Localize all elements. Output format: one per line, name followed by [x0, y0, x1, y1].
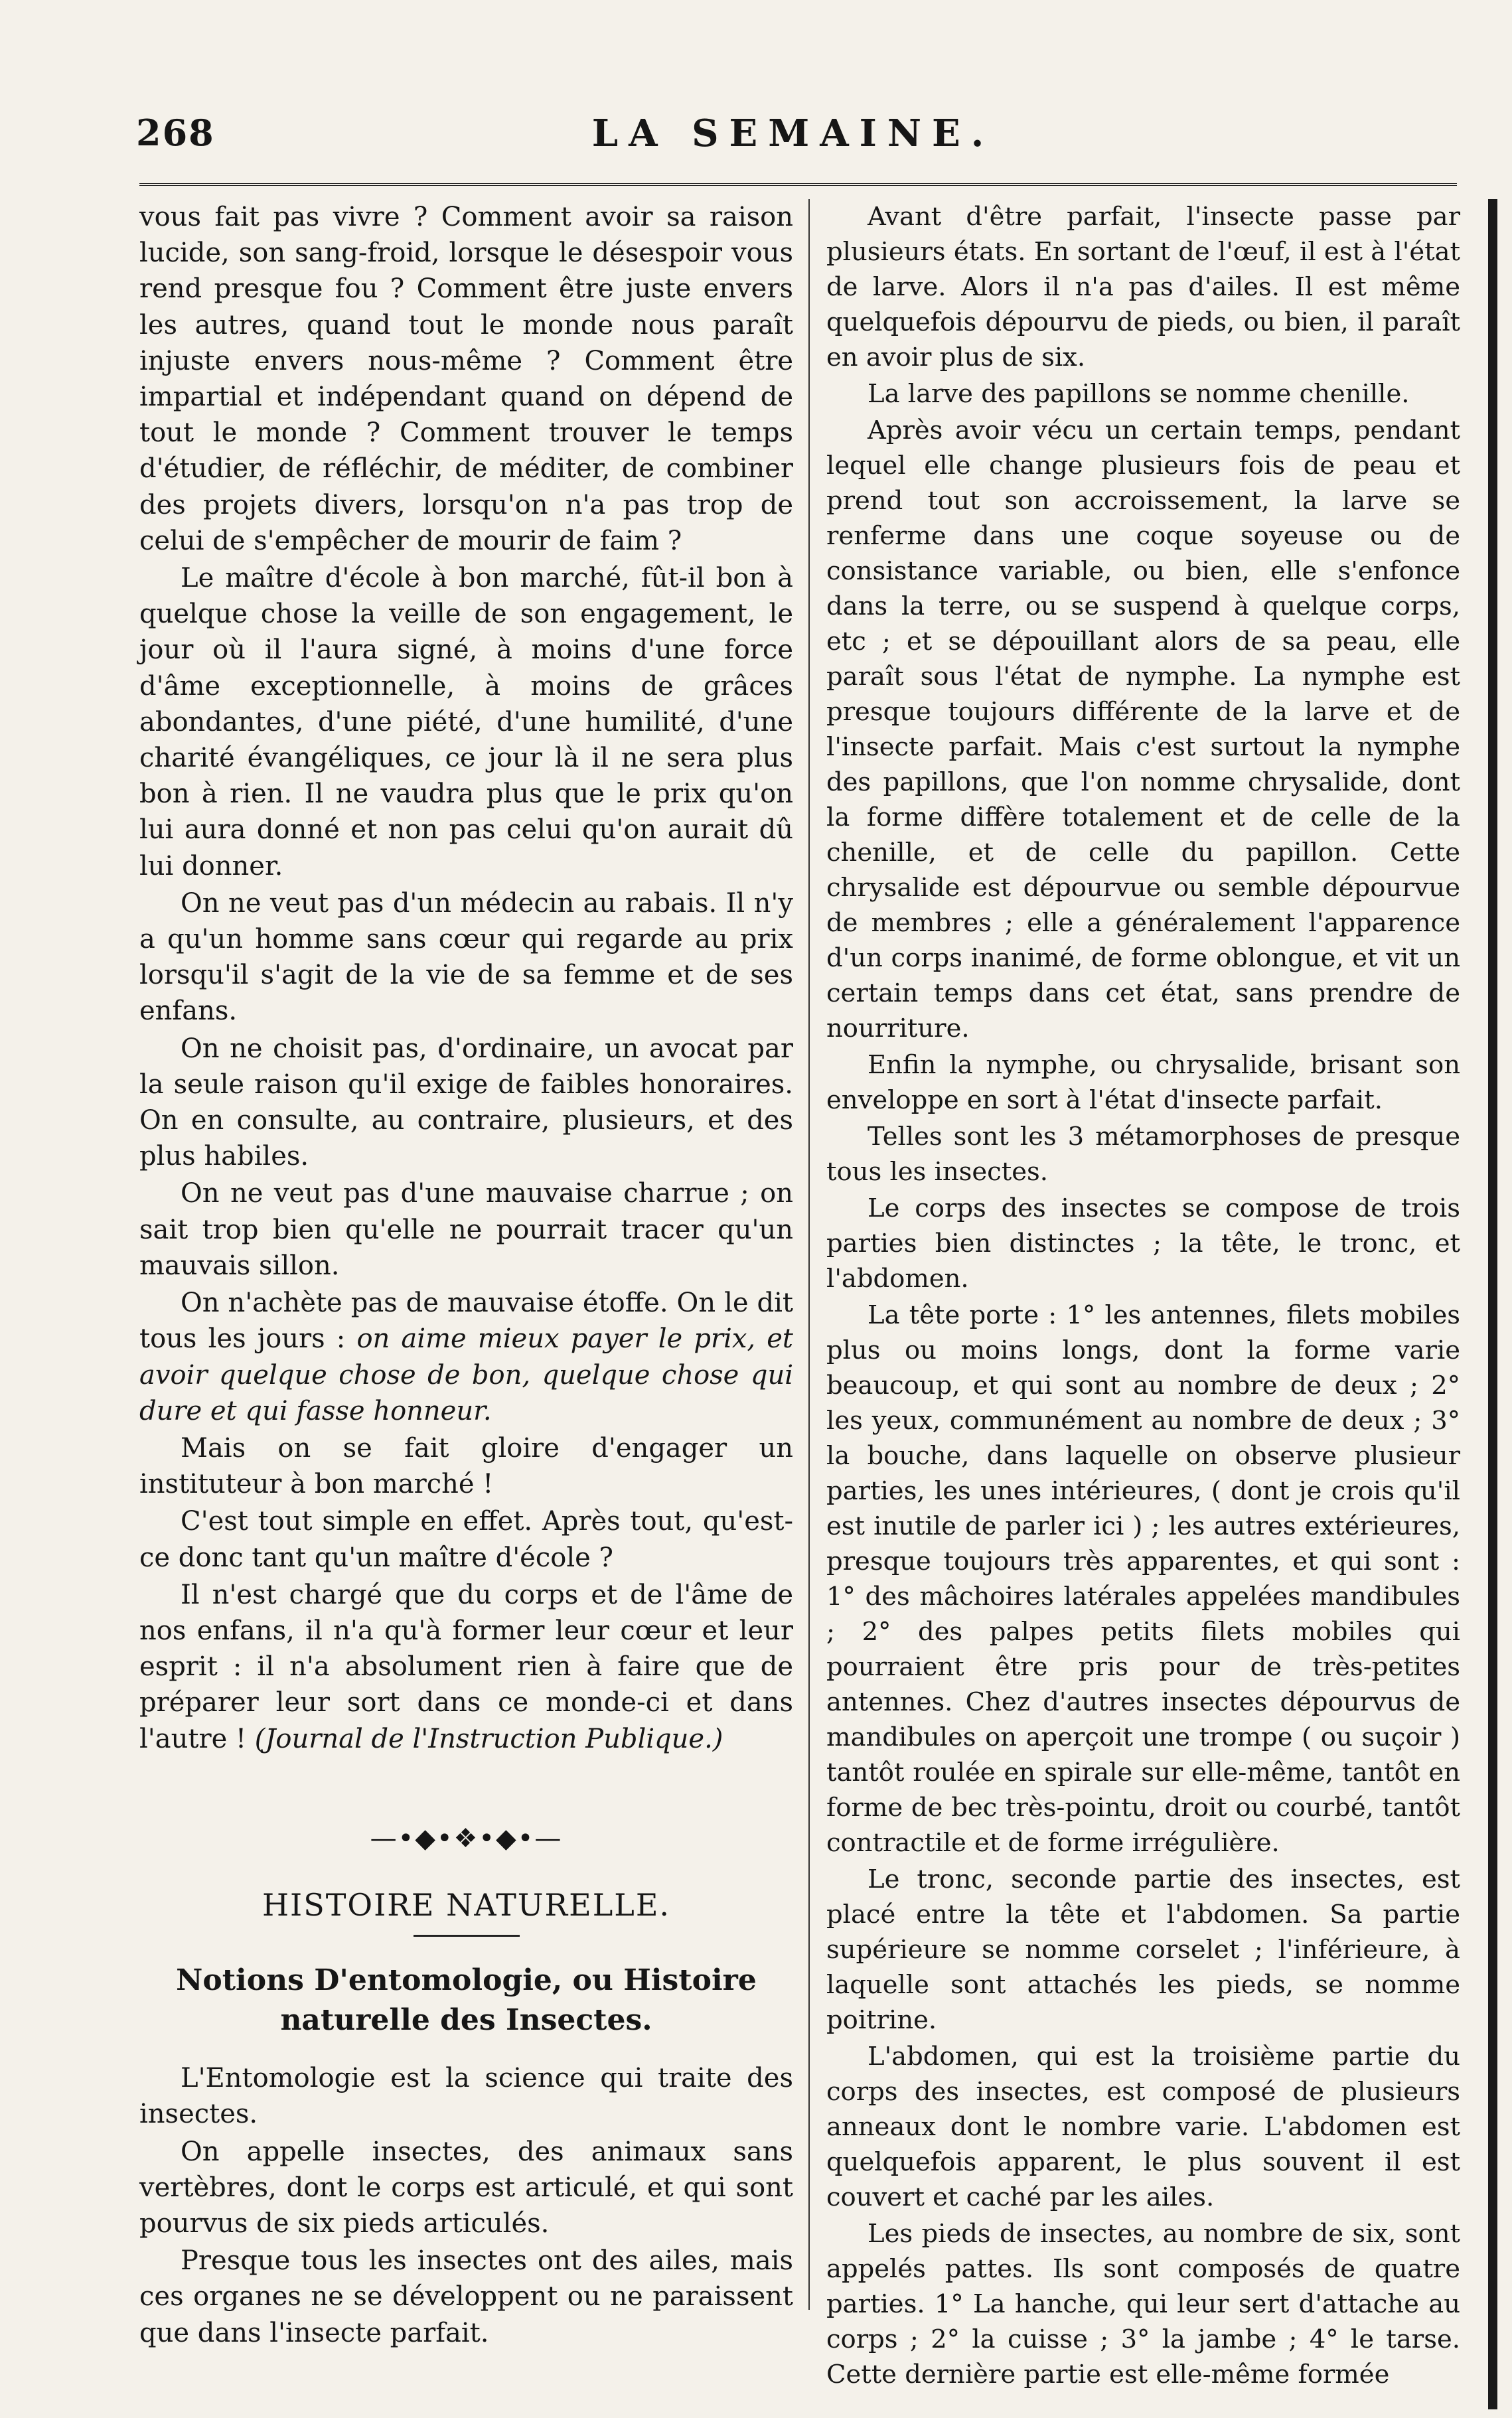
paragraph: Le maître d'école à bon marché, fût-il bon à quelque chose la veille de son engagement, le jour où il l'aura signé, à moins d'une force d'âme exceptionnelle, à moins de grâces abondantes, d'une piété, d'une humilité, d'une charité évangéliques, ce jour là il ne sera plus bon à rien. Il ne vaudra plus que le prix qu'on lui aura donné et non pas celui qu'on aurait dû lui donner. [139, 563, 793, 881]
paragraph [139, 1285, 793, 1429]
paragraph: La tête porte : 1° les antennes, filets mobiles plus ou moins longs, dont la forme varie beaucoup, et qui sont au nombre de deux ; 2° les yeux, communément au nombre de deux ; 3° la bouche, dans laquelle on observe plusieur parties, les unes intérieures, ( dont je crois qu'il est inutile de parler ici ) ; les autres extérieures, presque toujours très apparentes, et qui sont : 1° des mâchoires latérales appelées mandibules ; 2° des palpes petits filets mobiles qui pourraient être pris pour de très-petites antennes. Chez d'autres insectes dépourvus de mandibules on aperçoit une trompe ( ou suçoir ) tantôt roulée en spirale sur elle-même, tantôt en forme de bec très-pointu, droit ou courbé, tantôt contractile et de forme irrégulière. [826, 1300, 1460, 1858]
header-rule [139, 183, 1457, 186]
paragraph-text: On n'achète pas de mauvaise étoffe. On le dit tous les jours : [139, 1288, 793, 1355]
paragraph: Presque tous les insectes ont des ailes, mais ces organes ne se développent ou ne paraissent que dans l'insecte parfait. [139, 2245, 793, 2348]
paragraph: L'Entomologie est la science qui traite des insectes. [139, 2063, 793, 2130]
section-title: HISTOIRE NATURELLE. [262, 1886, 671, 1923]
left-column [139, 199, 793, 2352]
page-number: 268 [136, 112, 215, 154]
paragraph: Mais on se fait gloire d'engager un instituteur à bon marché ! [139, 1432, 793, 1500]
paragraph: C'est tout simple en effet. Après tout, qu'est-ce donc tant qu'un maître d'école ? [139, 1506, 793, 1573]
paragraph: L'abdomen, qui est la troisième partie du corps des insectes, est composé de plusieurs anneaux dont le nombre varie. L'abdomen est quelquefois apparent, le plus souvent il est couvert et caché par les ailes. [826, 2042, 1460, 2212]
paragraph [139, 1577, 793, 1757]
page-header [136, 105, 1450, 165]
paragraph: Après avoir vécu un certain temps, pendant lequel elle change plusieurs fois de peau et prend tout son accroissement, la larve se renferme dans une coque soyeuse ou de consistance variable, ou bien, elle s'enfonce dans la terre, ou se suspend à quelque corps, etc ; et se dépouillant alors de sa peau, elle paraît sous l'état de nymphe. La nymphe est presque toujours différente de la larve et de l'insecte parfait. Mais c'est surtout la nymphe des papillons, que l'on nomme chrysalide, dont la forme diffère totalement et de celle de la chenille, et de celle du papillon. Cette chrysalide est dépourvue ou semble dépourvue de membres ; elle a généralement l'apparence d'un corps inanimé, de forme oblongue, et vit un certain temps dans cet état, sans prendre de nourriture. [826, 416, 1460, 1043]
paragraph: Les pieds de insectes, au nombre de six, sont appelés pattes. Ils sont composés de quatre parties. 1° La hanche, qui leur sert d'attache au corps ; 2° la cuisse ; 3° la jambe ; 4° le tarse. Cette dernière partie est elle-même formée [826, 2219, 1460, 2389]
paragraph: On ne veut pas d'un médecin au rabais. Il n'y a qu'un homme sans cœur qui regarde au prix lorsqu'il s'agit de la vie de sa femme et de ses enfans. [139, 887, 793, 1027]
article-title-line: Notions D'entomologie, ou Histoire [176, 1963, 757, 1998]
right-column [826, 199, 1460, 2393]
column-divider [808, 199, 810, 2310]
section-rule [414, 1935, 520, 1937]
paragraph: On ne choisit pas, d'ordinaire, un avocat par la seule raison qu'il exige de faibles honoraires. On en consulte, au contraire, plusieurs, et des plus habiles. [139, 1033, 793, 1172]
italic-quote: on aime mieux payer le prix, et avoir quelque chose de bon, quelque chose qui dure et qui fasse honneur. [139, 1323, 794, 1426]
paragraph-text: Il n'est chargé que du corps et de l'âme de nos enfans, il n'a qu'à former leur cœur et leur esprit : il n'a absolument rien à faire que de préparer leur sort dans ce monde-ci et dans l'autre ! [139, 1579, 793, 1754]
paragraph: Le tronc, seconde partie des insectes, est placé entre la tête et l'abdomen. Sa partie supérieure se nomme corselet ; l'inférieure, à laquelle sont attachés les pieds, se nomme poitrine. [826, 1864, 1460, 2035]
paragraph: Enfin la nymphe, ou chrysalide, brisant son enveloppe en sort à l'état d'insecte parfait. [826, 1050, 1460, 1115]
article-title-line: naturelle des Insectes. [280, 2003, 652, 2038]
running-title: LA SEMAINE. [591, 112, 995, 155]
paragraph: Avant d'être parfait, l'insecte passe par plusieurs états. En sortant de l'œuf, il est à l'état de larve. Alors il n'a pas d'ailes. Il est même quelquefois dépourvu de pieds, ou bien, il paraît en avoir plus de six. [826, 202, 1460, 372]
source-citation: (Journal de l'Instruction Publique.) [254, 1723, 723, 1754]
paragraph: La larve des papillons se nomme chenille. [868, 379, 1410, 409]
paragraph: On ne veut pas d'une mauvaise charrue ; on sait trop bien qu'elle ne pourrait tracer qu'un mauvais sillon. [139, 1178, 793, 1281]
paragraph: Le corps des insectes se compose de trois parties bien distinctes ; la tête, le tronc, et l'abdomen. [826, 1193, 1460, 1294]
paragraph: Telles sont les 3 métamorphoses de presque tous les insectes. [826, 1122, 1460, 1187]
page-edge-shadow [1488, 199, 1497, 2409]
paragraph: vous fait pas vivre ? Comment avoir sa raison lucide, son sang-froid, lorsque le désespoir vous rend presque fou ? Comment être juste envers les autres, quand tout le monde nous paraît injuste envers nous-même ? Comment être impartial et indépendant quand on dépend de tout le monde ? Comment trouver le temps d'étudier, de réfléchir, de méditer, de combiner des projets divers, lorsqu'on n'a pas trop de celui de s'empêcher de mourir de faim ? [139, 202, 793, 556]
article-title [139, 1961, 793, 2040]
ornament-divider: —•◆•❖•◆•— [370, 1823, 563, 1854]
paragraph: On appelle insectes, des animaux sans vertèbres, dont le corps est articulé, et qui sont pourvus de six pieds articulés. [139, 2136, 793, 2239]
